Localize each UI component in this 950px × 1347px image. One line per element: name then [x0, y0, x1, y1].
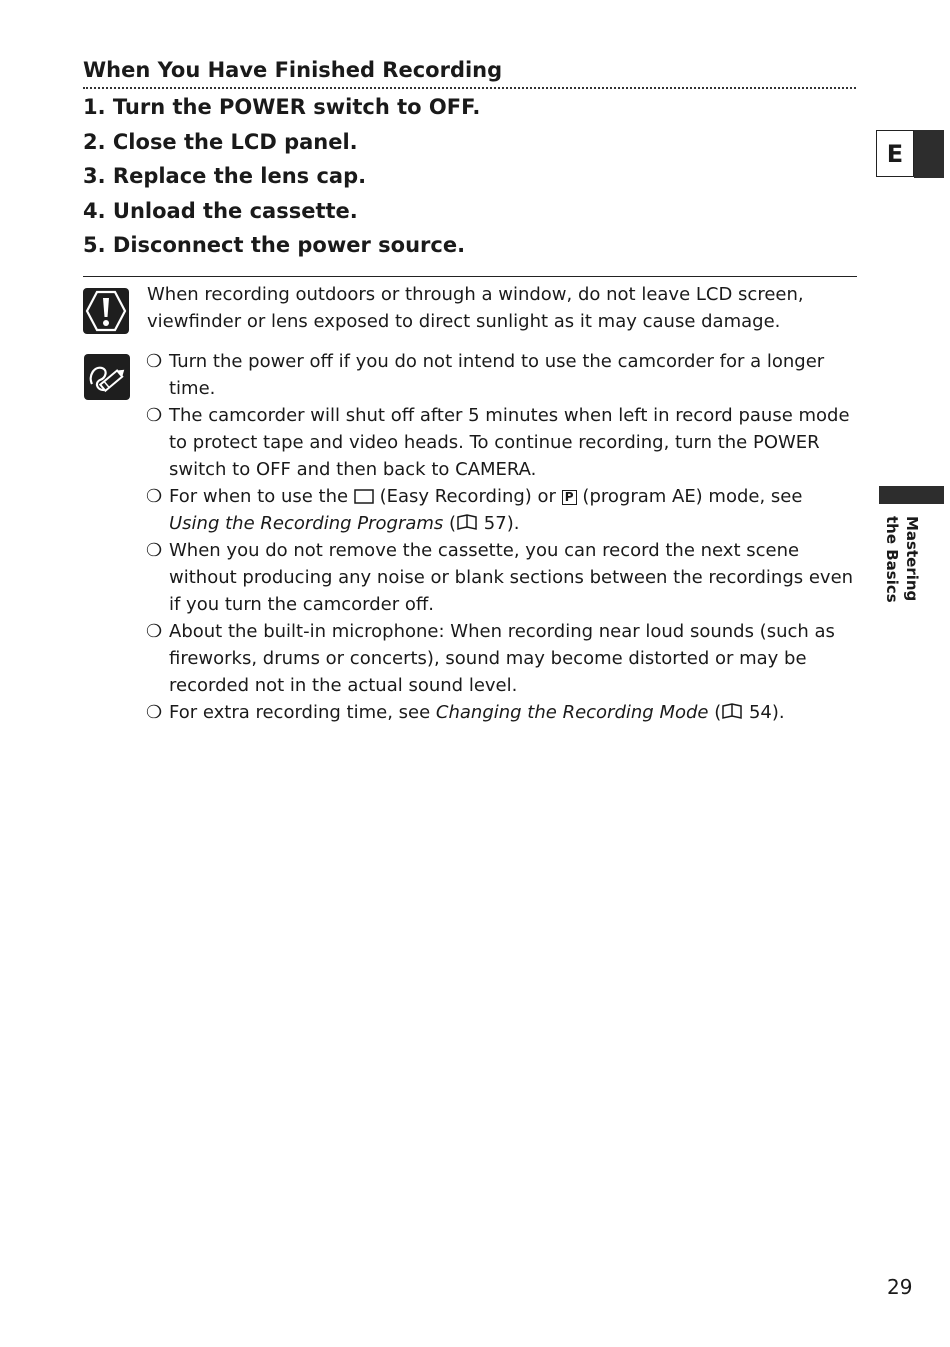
step-item: 5. Disconnect the power source. — [83, 233, 466, 257]
step-item: 4. Unload the cassette. — [83, 198, 358, 223]
note-bullet: ❍ — [146, 702, 163, 723]
notes-list — [146, 348, 858, 726]
note-pencil-icon — [84, 354, 130, 400]
section-tab-line: the Basics — [883, 516, 901, 603]
note-text: ( — [449, 513, 457, 534]
caution-text: When recording outdoors or through a window, do not leave LCD screen, viewfinder or lens exposed to direct sunlight as it may cause damage. — [147, 284, 804, 332]
note-text: (Easy Recording) or — [379, 486, 556, 507]
page-reference-number: 57 — [483, 513, 507, 534]
note-text: ). — [771, 702, 785, 723]
note-text: When you do not remove the cassette, you can record the next scene without producing any noise or blank sections between the recordings even if you turn the camcorder off. — [169, 540, 854, 615]
page-reference-title: Changing the Recording Mode — [435, 702, 709, 723]
note-item — [146, 402, 858, 483]
section-divider — [83, 276, 857, 277]
step-item: 1. Turn the POWER switch to OFF. — [83, 95, 481, 119]
section-tab-label — [878, 516, 922, 606]
note-text: About the built-in microphone: When recording near loud sounds (such as fireworks, drums or concerts), sound may become distorted or may be recorded not in the actual sound level. — [169, 621, 835, 696]
note-bullet: ❍ — [146, 351, 163, 372]
note-text: ). — [506, 513, 520, 534]
note-text: The camcorder will shut off after 5 minutes when left in record pause mode to protect tape and video heads. To continue recording, turn the POWER switch to OFF and then back to CAMERA. — [169, 405, 850, 480]
note-text: (program AE) mode, see — [582, 486, 803, 507]
step-item: 3. Replace the lens cap. — [83, 164, 367, 188]
note-bullet: ❍ — [146, 486, 163, 507]
section-tab-marker — [879, 486, 944, 504]
book-icon — [721, 703, 743, 720]
note-item — [146, 483, 858, 537]
program-ae-icon: P — [562, 490, 577, 505]
note-item — [146, 537, 858, 618]
note-bullet: ❍ — [146, 621, 163, 642]
caution-icon — [83, 288, 129, 334]
page-reference-number: 54 — [748, 702, 772, 723]
note-item — [146, 699, 858, 726]
book-icon — [456, 514, 478, 531]
language-tab-marker — [914, 130, 944, 178]
easy-recording-mode-icon — [354, 489, 374, 504]
note-item — [146, 618, 858, 699]
language-tab: E — [876, 130, 914, 177]
step-item: 2. Close the LCD panel. — [83, 129, 358, 154]
note-text: Turn the power off if you do not intend to use the camcorder for a longer time. — [169, 351, 825, 399]
note-text: For when to use the — [169, 486, 349, 507]
finish-steps-list — [83, 90, 480, 263]
page-number: 29 — [887, 1275, 913, 1299]
note-bullet: ❍ — [146, 540, 163, 561]
page-reference-title: Using the Recording Programs — [169, 513, 444, 534]
note-text: For extra recording time, see — [169, 702, 431, 723]
note-text: ( — [714, 702, 722, 723]
section-tab-line: Mastering — [903, 516, 921, 602]
note-item — [146, 348, 858, 402]
section-heading: When You Have Finished Recording — [83, 55, 856, 89]
note-bullet: ❍ — [146, 405, 163, 426]
